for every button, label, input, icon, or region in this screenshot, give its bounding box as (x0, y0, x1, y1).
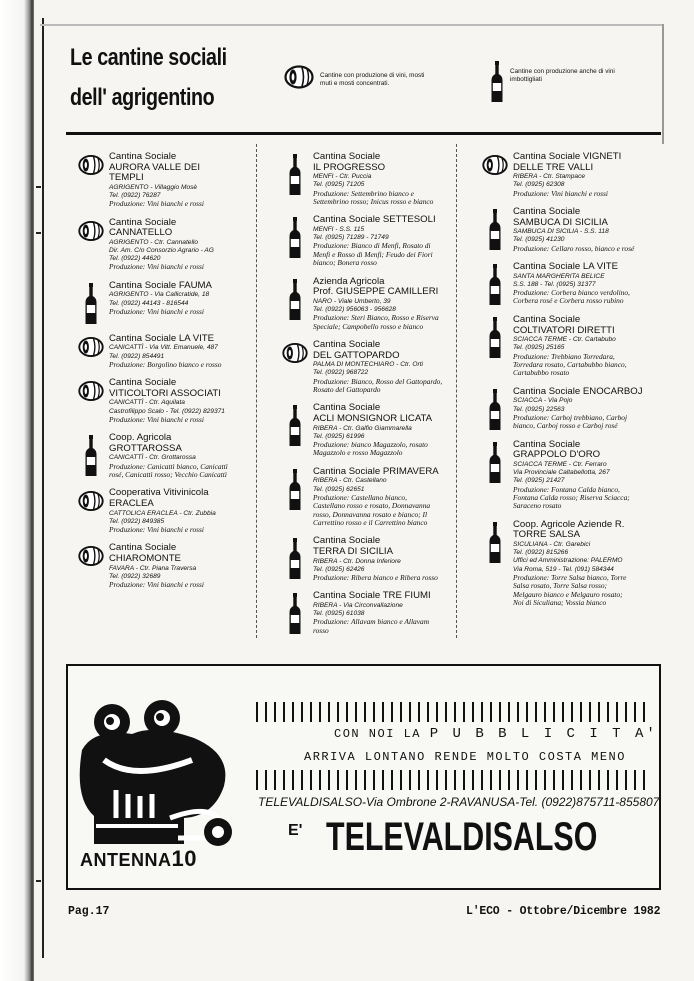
winery-production: Produzione: Bianco di Menfi, Rosato di (313, 241, 431, 251)
antenna-logo-text (80, 846, 197, 872)
crop-mark-right (662, 24, 664, 144)
winery-name: Cantina Sociale (513, 206, 581, 217)
winery-production: Rosato del Gattopardo (313, 385, 381, 395)
winery-name: Cantina Sociale (313, 402, 381, 414)
column-2 (282, 152, 464, 644)
bottle-icon (488, 317, 502, 359)
winery-text (313, 536, 464, 582)
legend-bottle-text: Cantine con produzione anche di vini imbottigliati (510, 68, 615, 83)
winery-address: SANTA MARGHERITA BELICE (513, 272, 605, 280)
winery-entry (282, 536, 464, 582)
winery-production: Fontana Calda rosso; Riserva Sciacca; (513, 493, 630, 503)
icon-slot (282, 591, 308, 635)
winery-name: GRAPPOLO D'ORO (513, 449, 601, 461)
barrel-icon (78, 220, 104, 242)
winery-entry (282, 215, 464, 267)
winery-text (313, 152, 464, 206)
winery-text (513, 387, 664, 431)
winery-name: Cantina Sociale VIGNETI (513, 151, 622, 162)
winery-text (109, 543, 260, 589)
winery-production: Carrettino rosso e il Carrettino bianco (313, 518, 428, 528)
winery-production: Corbera rosé e Corbera rosso rubino (513, 296, 624, 306)
title-line-2: dell' agrigentino (70, 84, 215, 111)
winery-name: Cantina Sociale LA VITE (513, 261, 619, 272)
icon-slot (282, 277, 308, 331)
winery-text (109, 218, 260, 272)
icon-slot (78, 488, 104, 534)
winery-production: Produzione: Ribera bianco e Ribera rosso (313, 573, 438, 583)
winery-production: Produzione: Cellaro rosso, bianco e rosé (513, 243, 635, 253)
winery-address: RIBERA - Ctr. Galfio Giammarella (313, 424, 412, 432)
winery-entry (482, 440, 664, 511)
winery-production: rosso (313, 625, 329, 635)
winery-phone: Tel. (0922) 44143 - 816544 (109, 299, 189, 307)
icon-slot (482, 315, 508, 378)
winery-address: Castrofilippo Scalo - Tel. (0922) 829371 (109, 407, 225, 415)
winery-name: Cantina Sociale PRIMAVERA (313, 465, 439, 477)
winery-name: Cantina Sociale (513, 438, 581, 450)
winery-entry (482, 262, 664, 306)
winery-address: CANICATTÌ - Ctr. Aquilata (109, 399, 185, 407)
winery-phone: Tel. (0922) 849385 (109, 517, 165, 525)
winery-production: Produzione: Bianco, Rosso del Gattopardo, (313, 376, 443, 386)
winery-production: Produzione: Allavam bianco e Allavam (313, 617, 430, 627)
winery-text (513, 315, 664, 378)
winery-phone: Tel. (0925) 62651 (313, 485, 365, 493)
winery-text (313, 403, 464, 457)
winery-production: Produzione: Borgolino bianco e rosso (109, 359, 222, 369)
winery-text (109, 378, 260, 424)
winery-phone: Tel. (0925) 62308 (513, 181, 565, 189)
bottle-icon (84, 435, 98, 477)
winery-production: Produzione: Canicattì bianco, Canicattì (109, 461, 228, 471)
winery-phone: Tel. (0922) 956063 - 956628 (313, 306, 396, 314)
issue-info: L'ECO - Ottobre/Dicembre 1982 (466, 905, 661, 918)
column-1 (78, 152, 260, 598)
legend-barrel (284, 64, 432, 90)
winery-phone: Tel. (0925) 61038 (313, 610, 365, 618)
winery-name: Cantina Sociale SETTESOLI (313, 214, 436, 226)
winery-entry (78, 152, 260, 209)
winery-production: Produzione: Steri Bianco, Rosso e Riserva (313, 313, 439, 323)
winery-name: DELLE TRE VALLI (513, 161, 594, 173)
winery-production: Produzione: Trebbiano Torredara, (513, 351, 615, 361)
winery-address: MENFI - Ctr. Puccia (313, 173, 372, 181)
winery-production: Torredara rosato, Cartabubbo bianco, (513, 360, 627, 369)
winery-phone: Tel. (0925) 21427 (513, 477, 565, 485)
winery-name: VITICOLTORI ASSOCIATI (109, 387, 221, 399)
winery-phone: Tel. (0925) 61996 (313, 432, 365, 440)
winery-name: Cantina Sociale TRE FIUMI (313, 590, 431, 602)
winery-phone: Tel. (0922) 968722 (313, 369, 369, 377)
winery-address: MENFI - S.S. 115 (313, 226, 365, 233)
winery-entry (282, 467, 464, 528)
crop-mark-left (42, 18, 44, 958)
winery-address: AGRIGENTO - Ctr. Cannatello (109, 238, 199, 246)
winery-production: Produzione: Settembrino bianco e (313, 188, 414, 198)
barcode-stripe (256, 702, 646, 722)
bottle-icon (488, 389, 502, 431)
title-line-1: Le cantine sociali (70, 44, 227, 71)
antenna-label: ANTENNA (80, 850, 172, 870)
winery-text (313, 591, 464, 635)
ad-e: E' (288, 822, 303, 839)
ad-contact: TELEVALDISALSO-Via Ombrone 2-RAVANUSA-Tel. (0922)875711-855807 (258, 795, 660, 809)
winery-production: Produzione: bianco Magazzolo, rosato (313, 440, 428, 450)
bottle-icon (488, 522, 502, 564)
ad-slogan-1 (334, 726, 658, 742)
winery-name: CANNATELLO (109, 227, 173, 239)
winery-production: Produzione: Vini bianchi e rossi (109, 580, 204, 589)
winery-production: Speciale; Campobello rosso e bianco (313, 321, 424, 331)
winery-text (313, 277, 464, 331)
winery-address: CANICATTÌ - Ctr. Grottarossa (109, 454, 196, 462)
winery-name: Cantina Sociale (109, 151, 177, 162)
barrel-icon (282, 342, 308, 364)
winery-address: Via Provinciale Caltabellotta, 267 (513, 469, 610, 477)
winery-production: Produzione: Vini bianchi e rossi (109, 262, 204, 272)
page-title (70, 38, 267, 118)
winery-production: Saraceno rosato (513, 501, 562, 511)
page-binding-edge (0, 0, 34, 981)
winery-name: Coop. Agricola (109, 432, 172, 444)
winery-phone: Tel. (0922) 76287 (109, 191, 161, 199)
icon-slot (282, 467, 308, 528)
barrel-icon (78, 490, 104, 512)
winery-text (109, 152, 260, 209)
barrel-icon (78, 380, 104, 402)
winery-text (313, 340, 464, 394)
header-rule (66, 132, 661, 135)
icon-slot (282, 152, 308, 206)
winery-name: CHIAROMONTE (109, 553, 181, 564)
winery-production: rosso, Donnavanna rosato e bianco; Il (313, 509, 427, 519)
winery-text (109, 488, 260, 534)
barrel-icon (78, 545, 104, 567)
icon-slot (482, 262, 508, 306)
winery-production: Produzione: Vini bianchi e rossi (109, 306, 204, 316)
winery-address: AGRIGENTO - Villaggio Mosè (109, 183, 198, 191)
winery-phone: Via Roma, 519 - Tel. (091) 584344 (513, 565, 614, 573)
winery-name: Cantina Sociale FAUMA (109, 279, 212, 291)
winery-name: IL PROGRESSO (313, 161, 386, 173)
icon-slot (78, 543, 104, 589)
winery-phone: Uffici ed Amministrazione: PALERMO (513, 557, 623, 565)
winery-address: SCIACCA TERME - Ctr. Cartabubo (513, 336, 616, 344)
winery-entry (78, 543, 260, 589)
winery-production: bianco, Carboj rosso e Carboj rosé (513, 421, 618, 431)
winery-production: Magazzolo e rosso Magazzolo (313, 448, 403, 458)
winery-name: Cantina Sociale (109, 377, 177, 389)
winery-name: Cantina Sociale (109, 216, 177, 228)
icon-slot (78, 218, 104, 272)
winery-entry (482, 152, 664, 198)
winery-name: GROTTAROSSA (109, 442, 182, 454)
winery-entry (482, 207, 664, 253)
bottle-icon (288, 538, 302, 580)
winery-text (109, 433, 260, 479)
winery-address: SICULIANA - Ctr. Garebici (513, 541, 591, 549)
legend-bottle (490, 58, 628, 106)
winery-address: NARO - Viale Umberto, 39 (313, 297, 391, 305)
legend-barrel-text: Cantine con produzione di vini, mosti muti e mosti concentrati. (320, 72, 425, 87)
winery-name: TERRA DI SICILIA (313, 546, 393, 558)
winery-production: Produzione: Carboj trebbiano, Carboj (513, 412, 628, 422)
winery-name: Cantina Sociale (313, 535, 381, 547)
winery-entry (78, 378, 260, 424)
winery-name: TORRE SALSA (513, 529, 581, 541)
winery-production: Settembrino rosso; Inicus rosso e bianco (313, 197, 434, 206)
winery-entry (78, 433, 260, 479)
bottle-icon (288, 217, 302, 259)
winery-entry (482, 315, 664, 378)
winery-name: Cooperativa Vitivinicola (109, 487, 209, 499)
winery-address: SCIACCA TERME - Ctr. Ferraro (513, 461, 607, 468)
winery-text (513, 152, 664, 198)
winery-entry (78, 488, 260, 534)
icon-slot (482, 387, 508, 431)
winery-production: Melgauro bianco e Melgauro rosato; (513, 589, 623, 599)
icon-slot (78, 334, 104, 369)
icon-slot (482, 520, 508, 608)
winery-name: Cantina Sociale (513, 314, 581, 325)
slogan-emphasis: P U B B L I C I T A' (429, 726, 658, 742)
winery-name: Azienda Agricola (313, 275, 385, 287)
winery-phone: Tel. (0925) 62426 (313, 565, 365, 573)
bottle-icon (488, 442, 502, 484)
winery-phone: Tel. (0925) 41230 (513, 236, 565, 244)
icon-slot (482, 207, 508, 253)
winery-address: SAMBUCA DI SICILIA - S.S. 118 (513, 228, 609, 236)
winery-name: Cantina Sociale (313, 339, 381, 351)
winery-text (313, 215, 464, 267)
winery-text (513, 262, 664, 306)
barrel-icon (284, 64, 314, 90)
winery-name: Cantina Sociale LA VITE (109, 332, 215, 344)
icon-slot (282, 340, 308, 394)
winery-phone: Tel. (0922) 815266 (513, 549, 569, 557)
icon-slot (78, 281, 104, 325)
barrel-icon (78, 154, 104, 176)
winery-entry (78, 218, 260, 272)
winery-address: RIBERA - Ctr. Donna Inferiore (313, 557, 401, 565)
winery-name: SAMBUCA DI SICILIA (513, 216, 608, 228)
scan-mark (36, 186, 41, 188)
winery-entry (282, 403, 464, 457)
icon-slot (78, 378, 104, 424)
icon-slot (78, 152, 104, 209)
bottle-icon (490, 58, 504, 106)
bottle-icon (288, 154, 302, 196)
winery-production: rosé, Canicattì rosso; Vecchio Canicattì (109, 470, 227, 479)
icon-slot (282, 536, 308, 582)
winery-phone: Tel. (0922) 32689 (109, 572, 161, 580)
page-number: Pag.17 (68, 905, 110, 918)
winery-name: ERACLEA (109, 498, 154, 509)
winery-text (513, 440, 664, 511)
winery-production: Salsa rosato, Torre Salsa rosso; (513, 581, 607, 591)
winery-entry (282, 591, 464, 635)
winery-entry (482, 387, 664, 431)
winery-name: AURORA VALLE DEI (109, 161, 200, 173)
winery-production: Produzione: Fontana Calda bianco, (513, 484, 620, 494)
icon-slot (482, 152, 508, 198)
winery-text (109, 281, 260, 325)
bottle-icon (288, 593, 302, 635)
winery-production: Cartabubbo rosato (513, 368, 570, 378)
bottle-icon (84, 283, 98, 325)
winery-address: CANICATTÌ - Via Vitt. Emanuele, 487 (109, 344, 218, 352)
winery-text (513, 520, 664, 608)
winery-address: AGRIGENTO - Via Callicratide, 18 (109, 291, 210, 299)
slogan-lead: CON NOI LA (334, 727, 422, 741)
winery-production: Produzione: Vini bianchi e rossi (109, 199, 204, 209)
winery-production: Noi di Siculiana; Vossia bianco (513, 598, 607, 608)
winery-phone: Tel. (0922) 44620 (109, 255, 161, 263)
winery-address: PALMA DI MONTECHIARO - Ctr. Orti (313, 361, 424, 369)
winery-production: Produzione: Castellano bianco, (313, 492, 407, 502)
icon-slot (482, 440, 508, 511)
winery-name: TEMPLI (109, 172, 144, 184)
winery-entry (282, 277, 464, 331)
antenna-number: 10 (171, 846, 197, 871)
winery-name: Cantina Sociale ENOCARBOJ (513, 385, 643, 397)
winery-name: Cantina Sociale (313, 151, 381, 162)
barrel-icon (78, 336, 104, 358)
winery-address: S.S. 188 - Tel. (0925) 31377 (513, 280, 596, 288)
winery-address: FAVARA - Ctr. Piana Traversa (109, 564, 197, 572)
ad-brand: TELEVALDISALSO (326, 815, 598, 859)
winery-phone: Tel. (0925) 71205 (313, 181, 365, 189)
winery-entry (282, 340, 464, 394)
bottle-icon (288, 405, 302, 447)
winery-phone: Tel. (0922) 854491 (109, 352, 165, 360)
bottle-icon (488, 264, 502, 306)
winery-address: RIBERA - Via Circonvallazione (313, 602, 403, 610)
winery-entry (78, 281, 260, 325)
winery-production: Menfi e Rosso di Menfi; Feudo dei Fiori (313, 249, 433, 259)
winery-production: Produzione: Corbera bianco verdolino, (513, 288, 630, 297)
icon-slot (282, 403, 308, 457)
bottle-icon (488, 209, 502, 251)
barcode-stripe (256, 770, 646, 790)
winery-production: Castellano rosso e rosato, Donnavanna (313, 501, 431, 511)
winery-name: DEL GATTOPARDO (313, 349, 400, 361)
frog-logo-icon (74, 698, 246, 846)
winery-production: Produzione: Vini bianchi e rossi (513, 188, 608, 198)
winery-address: Dir. Am. C/o Consorzio Agrario - AG (109, 246, 214, 254)
winery-text (109, 334, 260, 369)
scan-mark (36, 232, 41, 234)
crop-mark-top (40, 24, 664, 26)
winery-name: Prof. GIUSEPPE CAMILLERI (313, 286, 439, 298)
winery-production: Produzione: Torre Salsa bianco, Torre (513, 572, 627, 582)
bottle-icon (288, 469, 302, 511)
scan-mark (36, 880, 41, 882)
winery-phone: Tel. (0925) 22563 (513, 405, 565, 413)
winery-production: bianco; Bonera rosso (313, 258, 377, 268)
winery-address: RIBERA - Ctr. Castellano (313, 477, 387, 485)
bottle-icon (288, 279, 302, 321)
winery-entry (78, 334, 260, 369)
winery-name: Coop. Agricole Aziende R. (513, 518, 625, 530)
winery-name: ACLI MONSIGNOR LICATA (313, 413, 433, 425)
winery-production: Produzione: Vini bianchi e rossi (109, 525, 204, 534)
icon-slot (78, 433, 104, 479)
column-3 (482, 152, 664, 616)
winery-text (513, 207, 664, 253)
barrel-icon (482, 154, 508, 176)
icon-slot (282, 215, 308, 267)
winery-phone: Tel. (0925) 71289 - 71749 (313, 234, 389, 242)
winery-name: COLTIVATORI DIRETTI (513, 324, 615, 336)
ad-slogan-2: ARRIVA LONTANO RENDE MOLTO COSTA MENO (304, 750, 626, 764)
winery-phone: Tel. (0925) 25165 (513, 344, 565, 352)
winery-address: CATTOLICA ERACLEA - Ctr. Zubbia (109, 509, 216, 517)
winery-text (313, 467, 464, 528)
winery-address: SCIACCA - Via Pojo (513, 397, 573, 405)
winery-name: Cantina Sociale (109, 542, 177, 554)
winery-entry (282, 152, 464, 206)
winery-entry (482, 520, 664, 608)
winery-production: Produzione: Vini bianchi e rossi (109, 414, 204, 424)
winery-address: RIBERA - Ctr. Stampace (513, 173, 586, 181)
